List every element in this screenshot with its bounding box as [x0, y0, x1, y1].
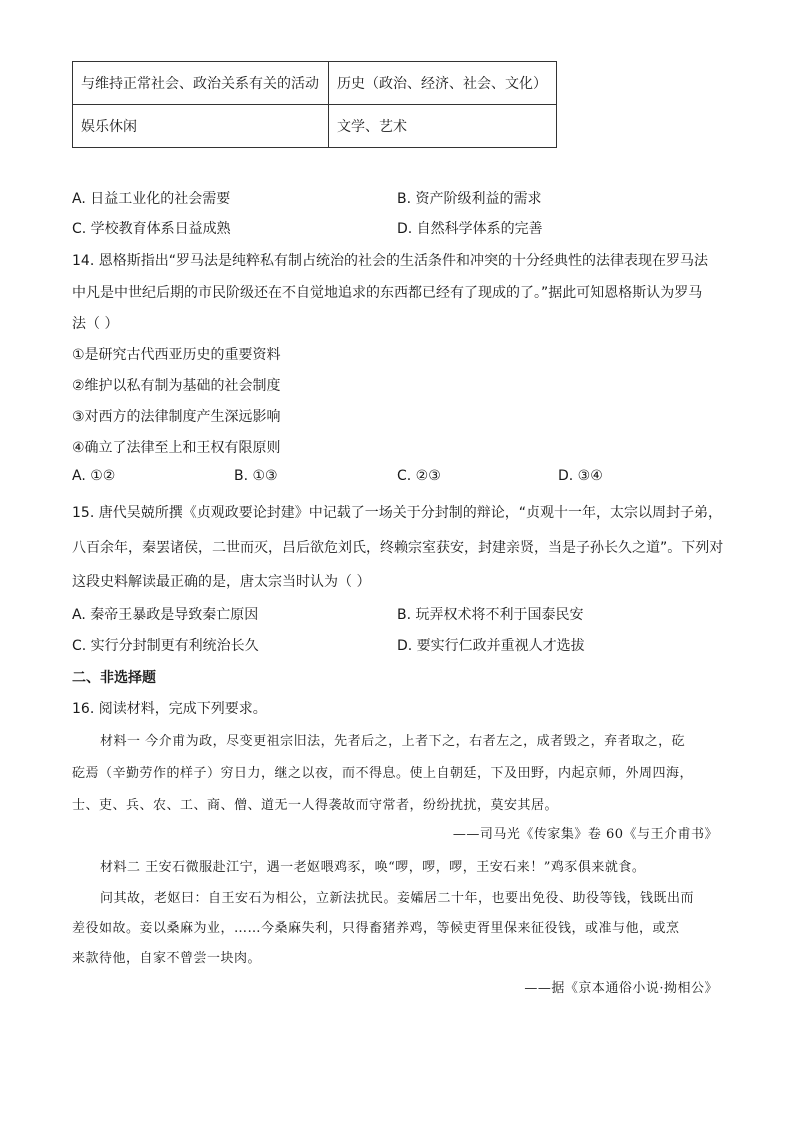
q14-item-4: ④确立了法律至上和王权有限原则: [72, 440, 281, 456]
q14-item-2: ②维护以私有制为基础的社会制度: [72, 378, 281, 394]
q14-option-a[interactable]: A. ①②: [72, 468, 116, 484]
table-row: [73, 62, 557, 105]
q13-option-a[interactable]: A. 日益工业化的社会需要: [72, 191, 231, 207]
q15-option-d[interactable]: D. 要实行仁政并重视人才选拔: [397, 638, 585, 654]
q14-item-3: ③对西方的法律制度产生深远影响: [72, 409, 281, 425]
q15-stem-line1: 15. 唐代吴兢所撰《贞观政要论封建》中记载了一场关于分封制的辩论，“贞观十一年，太宗以周封子弟，: [72, 505, 722, 521]
table-cell: 历史（政治、经济、社会、文化）: [329, 62, 557, 105]
material-2-source: ——据《京本通俗小说·拗相公》: [524, 981, 718, 996]
material-1-line1: 材料一 今介甫为政，尽变更祖宗旧法，先者后之，上者下之，右者左之，成者毁之，弃者取之，矻: [100, 734, 686, 749]
q14-option-d[interactable]: D. ③④: [558, 468, 603, 484]
q15-option-a[interactable]: A. 秦帝王暴政是导致秦亡原因: [72, 607, 259, 623]
material-2-line4: 来款待他，自家不曾尝一块肉。: [72, 951, 262, 966]
q14-option-c[interactable]: C. ②③: [397, 468, 441, 484]
material-1-line2: 矻焉（辛勤劳作的样子）穷日力，继之以夜，而不得息。使上自朝廷，下及田野，内起京师，外周四海，: [72, 766, 694, 781]
q14-stem-line1: 14. 恩格斯指出“罗马法是纯粹私有制占统治的社会的生活条件和冲突的十分经典性的法律表现在罗马法: [72, 253, 708, 269]
q14-stem-line3: 法（ ）: [72, 316, 119, 332]
material-2-line3: 差役如故。妾以桑麻为业，……今桑麻失利，只得畜猪养鸡，等候吏胥里保来征役钱，或准与他，或烹: [72, 921, 680, 936]
topic-table: [72, 61, 557, 148]
q14-option-b[interactable]: B. ①③: [234, 468, 278, 484]
q15-option-c[interactable]: C. 实行分封制更有利统治长久: [72, 638, 259, 654]
q15-stem-line3: 这段史料解读最正确的是，唐太宗当时认为（ ）: [72, 574, 371, 590]
table-cell: 娱乐休闲: [73, 105, 329, 148]
q15-stem-line2: 八百余年，秦罢诸侯，二世而灭，吕后欲危刘氏，终赖宗室获安，封建亲贤，当是子孙长久之道”。下列对: [72, 540, 724, 556]
q15-option-b[interactable]: B. 玩弄权术将不利于国泰民安: [397, 607, 584, 623]
material-1-source: ——司马光《传家集》卷 60《与王介甫书》: [452, 827, 718, 842]
material-2-line1: 材料二 王安石微服赴江宁，遇一老妪喂鸡豕，唤“啰，啰，啰，王安石来！”鸡豕俱来就食。: [100, 860, 646, 875]
table-cell: 文学、艺术: [329, 105, 557, 148]
q14-item-1: ①是研究古代西亚历史的重要资料: [72, 347, 281, 363]
q16-intro: 16. 阅读材料，完成下列要求。: [72, 701, 267, 717]
table-cell: 与维持正常社会、政治关系有关的活动: [73, 62, 329, 105]
section-heading: 二、非选择题: [72, 670, 156, 686]
q13-option-d[interactable]: D. 自然科学体系的完善: [397, 221, 543, 237]
q13-option-c[interactable]: C. 学校教育体系日益成熟: [72, 221, 231, 237]
material-1-line3: 士、吏、兵、农、工、商、僧、道无一人得袭故而守常者，纷纷扰扰，莫安其居。: [72, 798, 559, 813]
q13-option-b[interactable]: B. 资产阶级利益的需求: [397, 191, 542, 207]
table-row: [73, 105, 557, 148]
q14-stem-line2: 中凡是中世纪后期的市民阶级还在不自觉地追求的东西都已经有了现成的了。”据此可知恩格斯认为罗马: [72, 285, 703, 301]
material-2-line2: 问其故，老妪曰：自王安石为相公，立新法扰民。妾孀居二十年，也要出免役、助役等钱，钱既出而: [100, 891, 695, 906]
